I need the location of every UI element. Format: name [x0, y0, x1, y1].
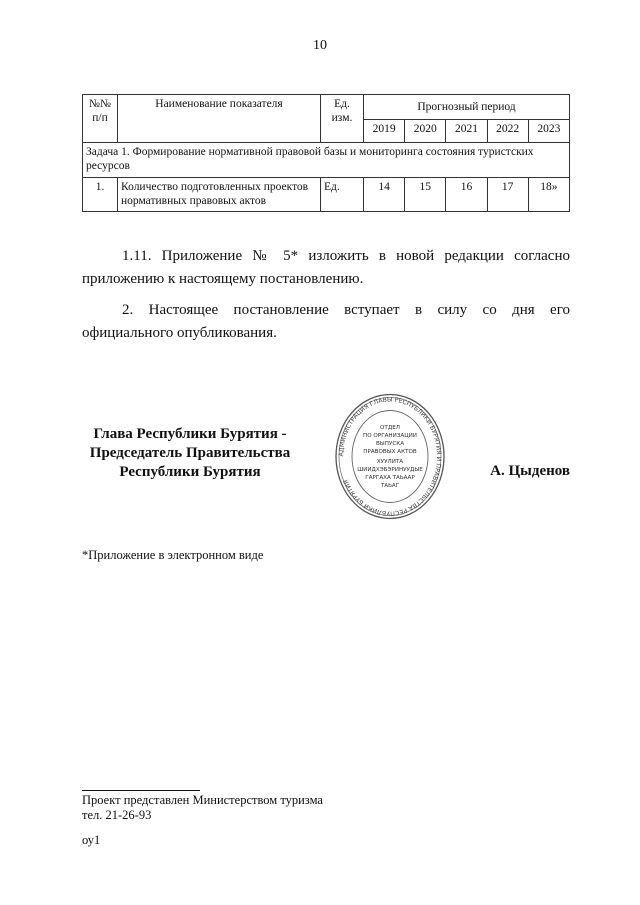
signature-title-line: Глава Республики Бурятия -: [93, 426, 287, 442]
header-name: Наименование показателя: [118, 95, 321, 143]
year-cell: 2019: [364, 120, 405, 143]
seal-inner-line: ПРАВОВЫХ АКТОВ: [363, 449, 417, 455]
paragraph-amendment: 1.11. Приложение № 5* изложить в новой редакции согласно приложению к настоящему постановлению.: [82, 248, 570, 287]
seal-inner-line: ГАРГАХА ТАЬААР: [365, 475, 415, 481]
row-num: 1.: [83, 178, 118, 212]
value-cell: 17: [487, 178, 528, 212]
signature-title-line: Республики Бурятия: [119, 464, 261, 480]
value-cell: 15: [405, 178, 446, 212]
year-cell: 2022: [487, 120, 528, 143]
header-period: Прогнозный период: [364, 95, 570, 120]
signature-title-line: Председатель Правительства: [89, 445, 291, 461]
paragraph-effective: 2. Настоящее постановление вступает в силу со дня его официального опубликования.: [82, 302, 570, 341]
header-unit: Ед. изм.: [321, 95, 364, 143]
row-unit: Ед.: [321, 178, 364, 212]
table-header-row: [83, 95, 570, 120]
page-number: 10: [313, 38, 327, 53]
year-cell: 2020: [405, 120, 446, 143]
signatory-name: А. Цыденов: [490, 463, 570, 479]
task-row: [83, 143, 570, 178]
footer-code: оу1: [82, 833, 101, 847]
indicator-table: [82, 94, 570, 212]
footer-divider: [82, 790, 200, 791]
signature-title: [82, 425, 298, 482]
header-num: №№ п/п: [83, 95, 118, 143]
seal-inner-line: ПО ОРГАНИЗАЦИИ: [363, 433, 417, 439]
seal-inner-line: ОТДЕЛ: [380, 425, 400, 431]
table-row: [83, 178, 570, 212]
footer-phone-line: тел. 21-26-93: [82, 808, 152, 822]
seal-inner-line: ТАЬАГ: [380, 483, 400, 489]
task-cell: Задача 1. Формирование нормативной правовой базы и мониторинга состояния туристских ресурсов: [83, 143, 570, 178]
value-cell: 18»: [528, 178, 569, 212]
value-cell: 16: [446, 178, 487, 212]
year-cell: 2021: [446, 120, 487, 143]
seal-inner-line: ХУУЛИТА: [376, 459, 404, 465]
footnote: *Приложение в электронном виде: [82, 548, 264, 562]
seal-inner-line: ВЫПУСКА: [375, 441, 405, 447]
seal-outer-text: АДМИНИСТРАЦИЯ ГЛАВЫ РЕСПУБЛИКИ БУРЯТИЯ И ПРАВИТЕЛЬСТВА РЕСПУБЛИКИ БУРЯТИЯ: [337, 396, 443, 517]
official-seal: [334, 393, 446, 520]
year-cell: 2023: [528, 120, 569, 143]
footer-project-line: Проект представлен Министерством туризма: [82, 793, 323, 807]
seal-inner-line: ШИИДХЭБЭРИНУУДЫЕ: [357, 467, 423, 473]
row-name: Количество подготовленных проектов нормативных правовых актов: [118, 178, 321, 212]
value-cell: 14: [364, 178, 405, 212]
